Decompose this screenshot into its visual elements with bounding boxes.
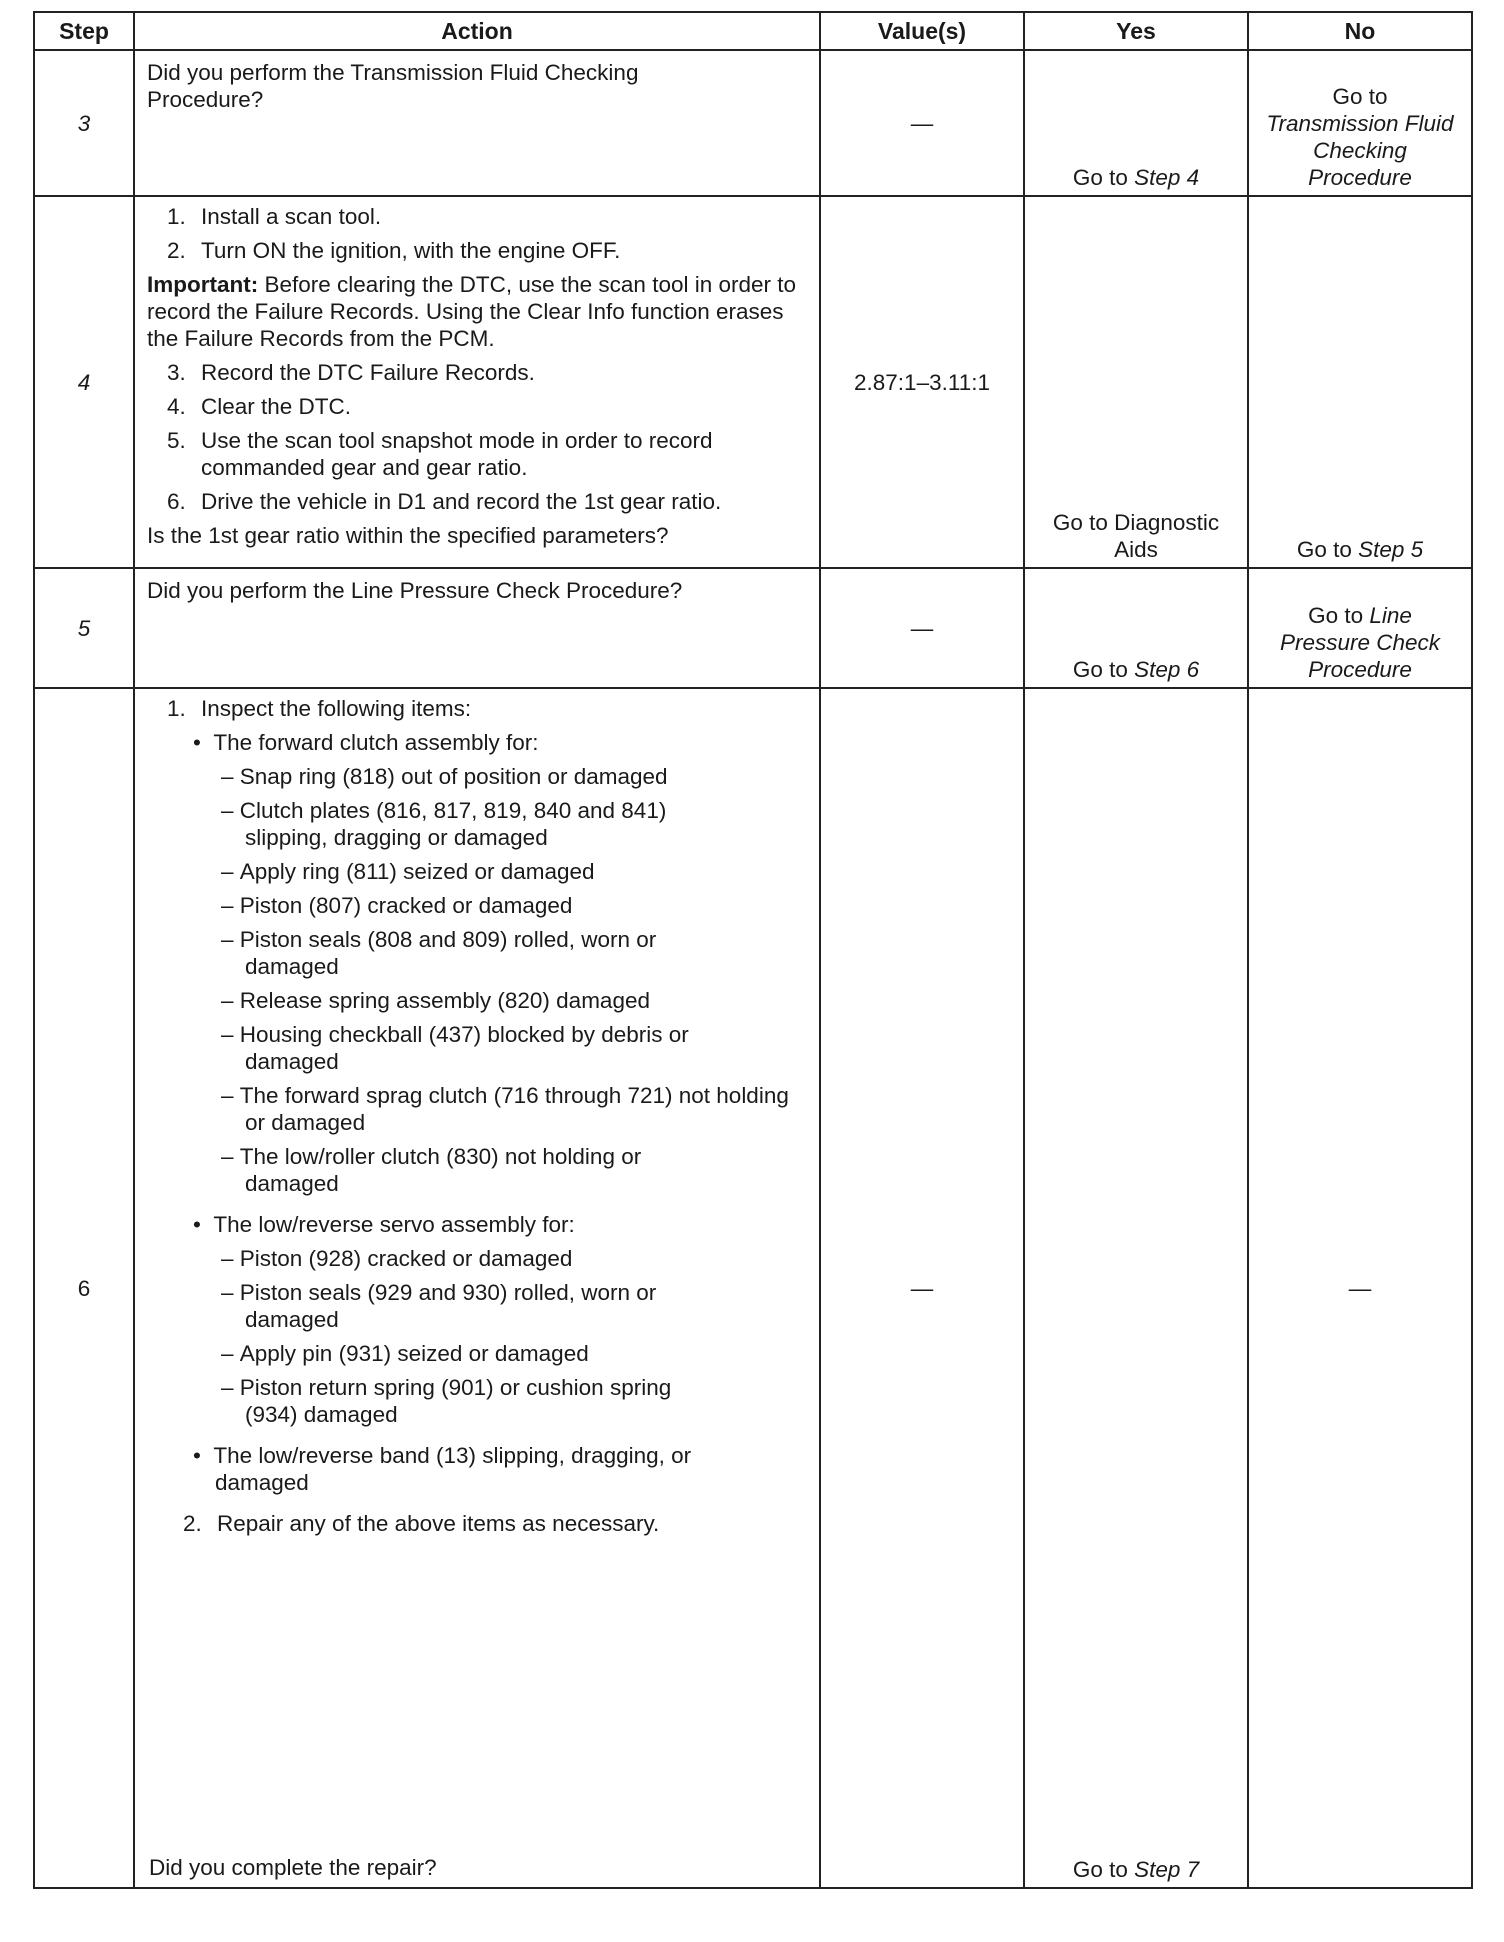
list-item: 2. Turn ON the ignition, with the engine OFF.: [167, 238, 621, 263]
important-note: Important: Before clearing the DTC, use the scan tool in order to record the Failure Records. Using the Clear Info function erases the Failure Records from the PCM.: [147, 272, 797, 351]
value-cell: 2.87:1–3.11:1: [820, 196, 1024, 568]
sub-item: – The low/roller clutch (830) not holding or damaged: [221, 1144, 642, 1196]
sub-item: – Piston seals (808 and 809) rolled, worn or damaged: [221, 927, 657, 979]
sub-item: – Piston return spring (901) or cushion spring (934) damaged: [221, 1375, 672, 1427]
value-cell: —: [820, 50, 1024, 196]
yes-prefix: Go to: [1072, 1857, 1135, 1882]
action-cell: [134, 50, 820, 196]
value-cell: —: [820, 688, 1024, 1888]
table-row: [34, 50, 1472, 196]
sub-item: – Apply pin (931) seized or damaged: [221, 1341, 589, 1366]
step-number: 4: [34, 196, 134, 568]
no-prefix: Go to: [1332, 84, 1388, 109]
sub-item: – Housing checkball (437) blocked by debris or damaged: [221, 1022, 689, 1074]
list-item: 5. Use the scan tool snapshot mode in order to record commanded gear and gear ratio.: [167, 428, 713, 480]
no-prefix: Go to: [1296, 537, 1359, 562]
sub-item: – Snap ring (818) out of position or damaged: [221, 764, 668, 789]
no-procedure-link[interactable]: Line Pressure Check Procedure: [1279, 603, 1441, 682]
sub-item: – Apply ring (811) seized or damaged: [221, 859, 595, 884]
list-item: 2. Repair any of the above items as necessary.: [183, 1511, 660, 1536]
header-step: Step: [34, 12, 134, 50]
table-row: [34, 196, 1472, 568]
sub-item: – Piston (807) cracked or damaged: [221, 893, 573, 918]
list-item: 6. Drive the vehicle in D1 and record the 1st gear ratio.: [167, 489, 722, 514]
action-cell: [134, 688, 820, 1888]
yes-step-link[interactable]: Step 7: [1134, 1857, 1200, 1882]
no-cell: [1248, 568, 1472, 688]
table-row: [34, 688, 1472, 1888]
no-cell: —: [1248, 688, 1472, 1888]
table-row: [34, 568, 1472, 688]
step-question: Did you perform the Transmission Fluid Checking Procedure?: [147, 60, 639, 112]
header-no: No: [1248, 12, 1472, 50]
list-item: 3. Record the DTC Failure Records.: [167, 360, 535, 385]
header-action: Action: [134, 12, 820, 50]
yes-cell: [1024, 568, 1248, 688]
no-prefix: Go to: [1308, 603, 1370, 628]
yes-cell: [1024, 50, 1248, 196]
no-cell: [1248, 50, 1472, 196]
sub-item: – The forward sprag clutch (716 through 721) not holding or damaged: [221, 1083, 789, 1135]
yes-diagnostic-aids-link[interactable]: Go to Diagnostic Aids: [1052, 510, 1220, 562]
header-yes: Yes: [1024, 12, 1248, 50]
list-item: 1. Install a scan tool.: [167, 204, 382, 229]
no-procedure-link[interactable]: Transmission Fluid Checking Procedure: [1266, 111, 1454, 190]
yes-prefix: Go to: [1072, 165, 1135, 190]
no-step-link[interactable]: Step 5: [1358, 537, 1424, 562]
sub-item: – Release spring assembly (820) damaged: [221, 988, 650, 1013]
value-cell: —: [820, 568, 1024, 688]
no-cell: [1248, 196, 1472, 568]
sub-item: – Piston seals (929 and 930) rolled, worn or damaged: [221, 1280, 657, 1332]
yes-cell: [1024, 196, 1248, 568]
sub-item: – Piston (928) cracked or damaged: [221, 1246, 573, 1271]
bullet-item: • The low/reverse servo assembly for:: [193, 1212, 575, 1237]
yes-step-link[interactable]: Step 6: [1134, 657, 1200, 682]
step-number: 3: [34, 50, 134, 196]
diagnostic-table: [33, 11, 1473, 1889]
step-number: 6: [34, 688, 134, 1888]
step-question: Did you perform the Line Pressure Check Procedure?: [147, 578, 683, 603]
action-cell: [134, 196, 820, 568]
header-row: [34, 12, 1472, 50]
bullet-item: • The forward clutch assembly for:: [193, 730, 539, 755]
yes-prefix: Go to: [1072, 657, 1135, 682]
header-values: Value(s): [820, 12, 1024, 50]
list-item: 4. Clear the DTC.: [167, 394, 352, 419]
yes-cell: [1024, 688, 1248, 1888]
sub-item: – Clutch plates (816, 817, 819, 840 and 841) slipping, dragging or damaged: [221, 798, 667, 850]
step-question: Did you complete the repair?: [149, 1855, 437, 1880]
action-cell: [134, 568, 820, 688]
step-question: Is the 1st gear ratio within the specified parameters?: [147, 523, 669, 548]
list-item: 1. Inspect the following items:: [167, 696, 472, 721]
bullet-item: • The low/reverse band (13) slipping, dragging, or damaged: [193, 1443, 692, 1495]
yes-step-link[interactable]: Step 4: [1134, 165, 1200, 190]
step-number: 5: [34, 568, 134, 688]
